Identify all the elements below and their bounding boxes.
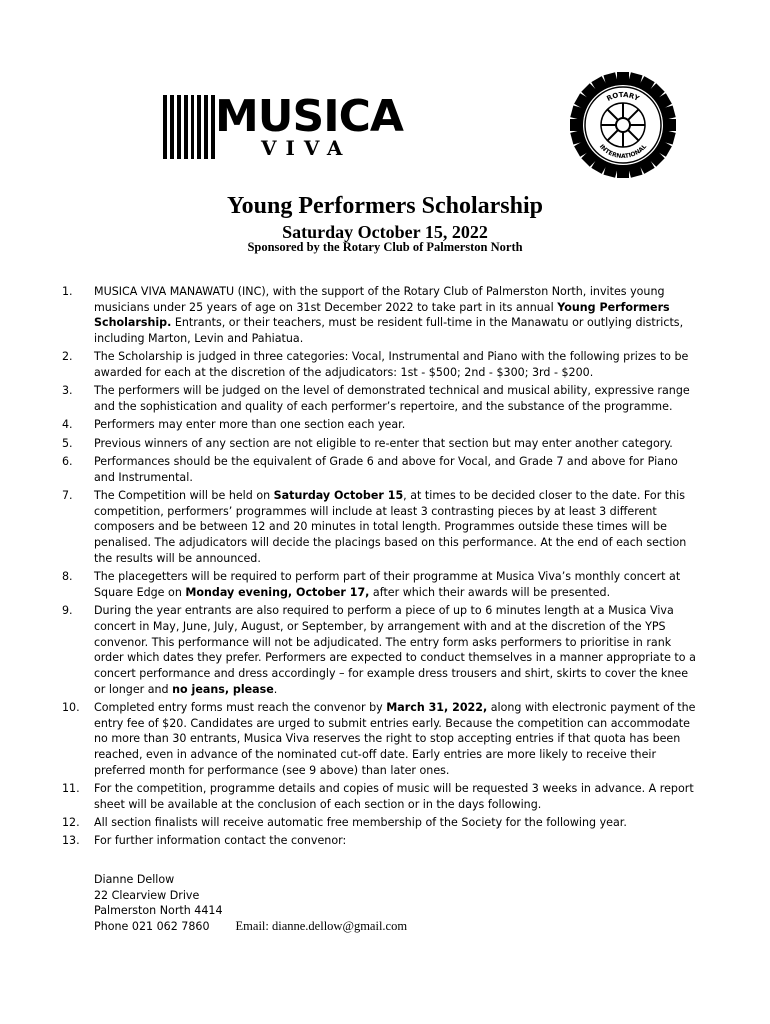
logo-word: MUSICA xyxy=(215,91,403,142)
list-item-text: The Competition will be held on xyxy=(94,489,274,502)
list-item-text: For further information contact the convenor: xyxy=(94,834,347,848)
contact-city: Palmerston North 4414 xyxy=(94,904,223,918)
list-item xyxy=(62,603,702,697)
list-item-number: 9. xyxy=(62,604,73,618)
list-item xyxy=(62,349,702,380)
list-item xyxy=(62,488,702,567)
list-item-number: 11. xyxy=(62,782,80,796)
list-item-number: 8. xyxy=(62,570,73,584)
logo-bars xyxy=(163,95,215,159)
list-item-text: All section finalists will receive automatic free membership of the Society for the following year. xyxy=(94,816,627,830)
list-item xyxy=(62,383,702,414)
list-item-text: MUSICA VIVA MANAWATU (INC), with the support of the Rotary Club of Palmerston North, invites young musicians under 25 years of age on 31st December 2022 to take part in its annual xyxy=(94,285,665,314)
list-item-number: 6. xyxy=(62,455,73,468)
list-item xyxy=(62,815,702,831)
list-item-number: 13. xyxy=(62,834,80,848)
list-item xyxy=(62,781,702,812)
list-item-number: 2. xyxy=(62,350,73,364)
list-item-number: 12. xyxy=(62,816,80,830)
list-item-text: along with electronic payment of the entry fee of $20. Candidates are urged to submit entries early. Because the competition can accommodate no more than 30 entrants, Musica Viva reserves the right to stop accepting entries if that quota has been reached, even in advance of the nominated cut-off date. Early entries are more likely to receive their preferred month for performance (see 9 above) than later ones. xyxy=(94,700,696,777)
rotary-seal xyxy=(568,70,678,180)
list-item xyxy=(62,284,702,347)
contact-block xyxy=(94,872,407,935)
contact-phone: Phone 021 062 7860 xyxy=(94,920,210,934)
list-item-bold-text: Young Performers Scholarship. xyxy=(94,300,670,330)
list-item-bold-text: March 31, 2022, xyxy=(386,700,488,714)
list-item-text: , at times to be decided closer to the date. For this competition, performers’ programmes will include at least 3 contrasting pieces by at least 3 different composers and be between 12 and 20 minutes in total length. Programmes outside these times will be penalised. The adjudicators will decide the placings based on this performance. At the end of each section the results will be announced. xyxy=(94,489,687,565)
rules-list xyxy=(62,284,702,852)
list-item-text: Performers may enter more than one section each year. xyxy=(94,418,406,432)
contact-email: Email: dianne.dellow@gmail.com xyxy=(235,919,408,934)
list-item-number: 10. xyxy=(62,700,80,714)
list-item-text: Completed entry forms must reach the convenor by xyxy=(94,700,387,714)
list-item-text: For the competition, programme details and copies of music will be requested 3 weeks in advance. A report sheet will be available at the conclusion of each section or in the days following. xyxy=(94,782,694,811)
list-item-number: 5. xyxy=(62,436,73,450)
list-item xyxy=(62,436,702,452)
list-item-bold-text: Monday evening, October 17, xyxy=(185,585,370,599)
list-item-number: 3. xyxy=(62,384,73,398)
list-item xyxy=(62,454,702,485)
page-title: Young Performers Scholarship xyxy=(227,193,543,219)
list-item xyxy=(62,833,702,849)
list-item-text: The Scholarship is judged in three categories: Vocal, Instrumental and Piano with the following prizes to be awarded for each at the discretion of the adjudicators: 1st - $500; 2nd - $300; 3rd - $200. xyxy=(94,350,689,380)
list-item-bold-text: no jeans, please xyxy=(172,682,274,696)
list-item-text: after which their awards will be presented. xyxy=(369,585,611,599)
event-date: Saturday October 15, 2022 xyxy=(282,222,488,242)
list-item-number: 7. xyxy=(62,489,73,502)
list-item-text: . xyxy=(273,682,278,696)
contact-name: Dianne Dellow xyxy=(94,873,175,886)
list-item-bold-text: Saturday October 15 xyxy=(273,489,404,502)
seal-bottom-text: INTERNATIONAL xyxy=(597,143,649,161)
list-item-text: The performers will be judged on the level of demonstrated technical and musical ability, expressive range and the sophistication and quality of each performer’s repertoire, and the substance of the programme. xyxy=(94,384,690,414)
musica-viva-logo xyxy=(163,91,403,161)
logo-sub: VIVA xyxy=(261,136,352,160)
list-item-text: Entrants, or their teachers, must be resident full-time in the Manawatu or outlying districts, including Marton, Levin and Pahiatua. xyxy=(94,316,684,346)
contact-street: 22 Clearview Drive xyxy=(94,888,200,902)
list-item-number: 4. xyxy=(62,418,73,432)
list-item-text: During the year entrants are also required to perform a piece of up to 6 minutes length at a Musica Viva concert in May, June, July, August, or September, by arrangement with and at the discretion of the YPS convenor. This performance will not be adjudicated. The entry form asks performers to prioritise in rank order which dates they prefer. Performers are expected to conduct themselves in a manner appropriate to a concert performance and dress accordingly – for example dress trousers and shirt, skirts to cover the knee or longer and xyxy=(94,604,696,696)
list-item xyxy=(62,569,702,600)
list-item xyxy=(62,700,702,779)
list-item xyxy=(62,417,702,433)
list-item-text: Previous winners of any section are not eligible to re-enter that section but may enter another category. xyxy=(94,436,673,450)
seal-top-text: ROTARY xyxy=(605,90,641,103)
contact-phone-line xyxy=(94,919,407,935)
list-item-text: Performances should be the equivalent of Grade 6 and above for Vocal, and Grade 7 and above for Piano and Instrumental. xyxy=(94,455,678,484)
list-item-text: The placegetters will be required to perform part of their programme at Musica Viva’s monthly concert at Square Edge on xyxy=(94,570,681,599)
sponsor-line: Sponsored by the Rotary Club of Palmerston North xyxy=(247,240,523,254)
list-item-number: 1. xyxy=(62,285,73,298)
